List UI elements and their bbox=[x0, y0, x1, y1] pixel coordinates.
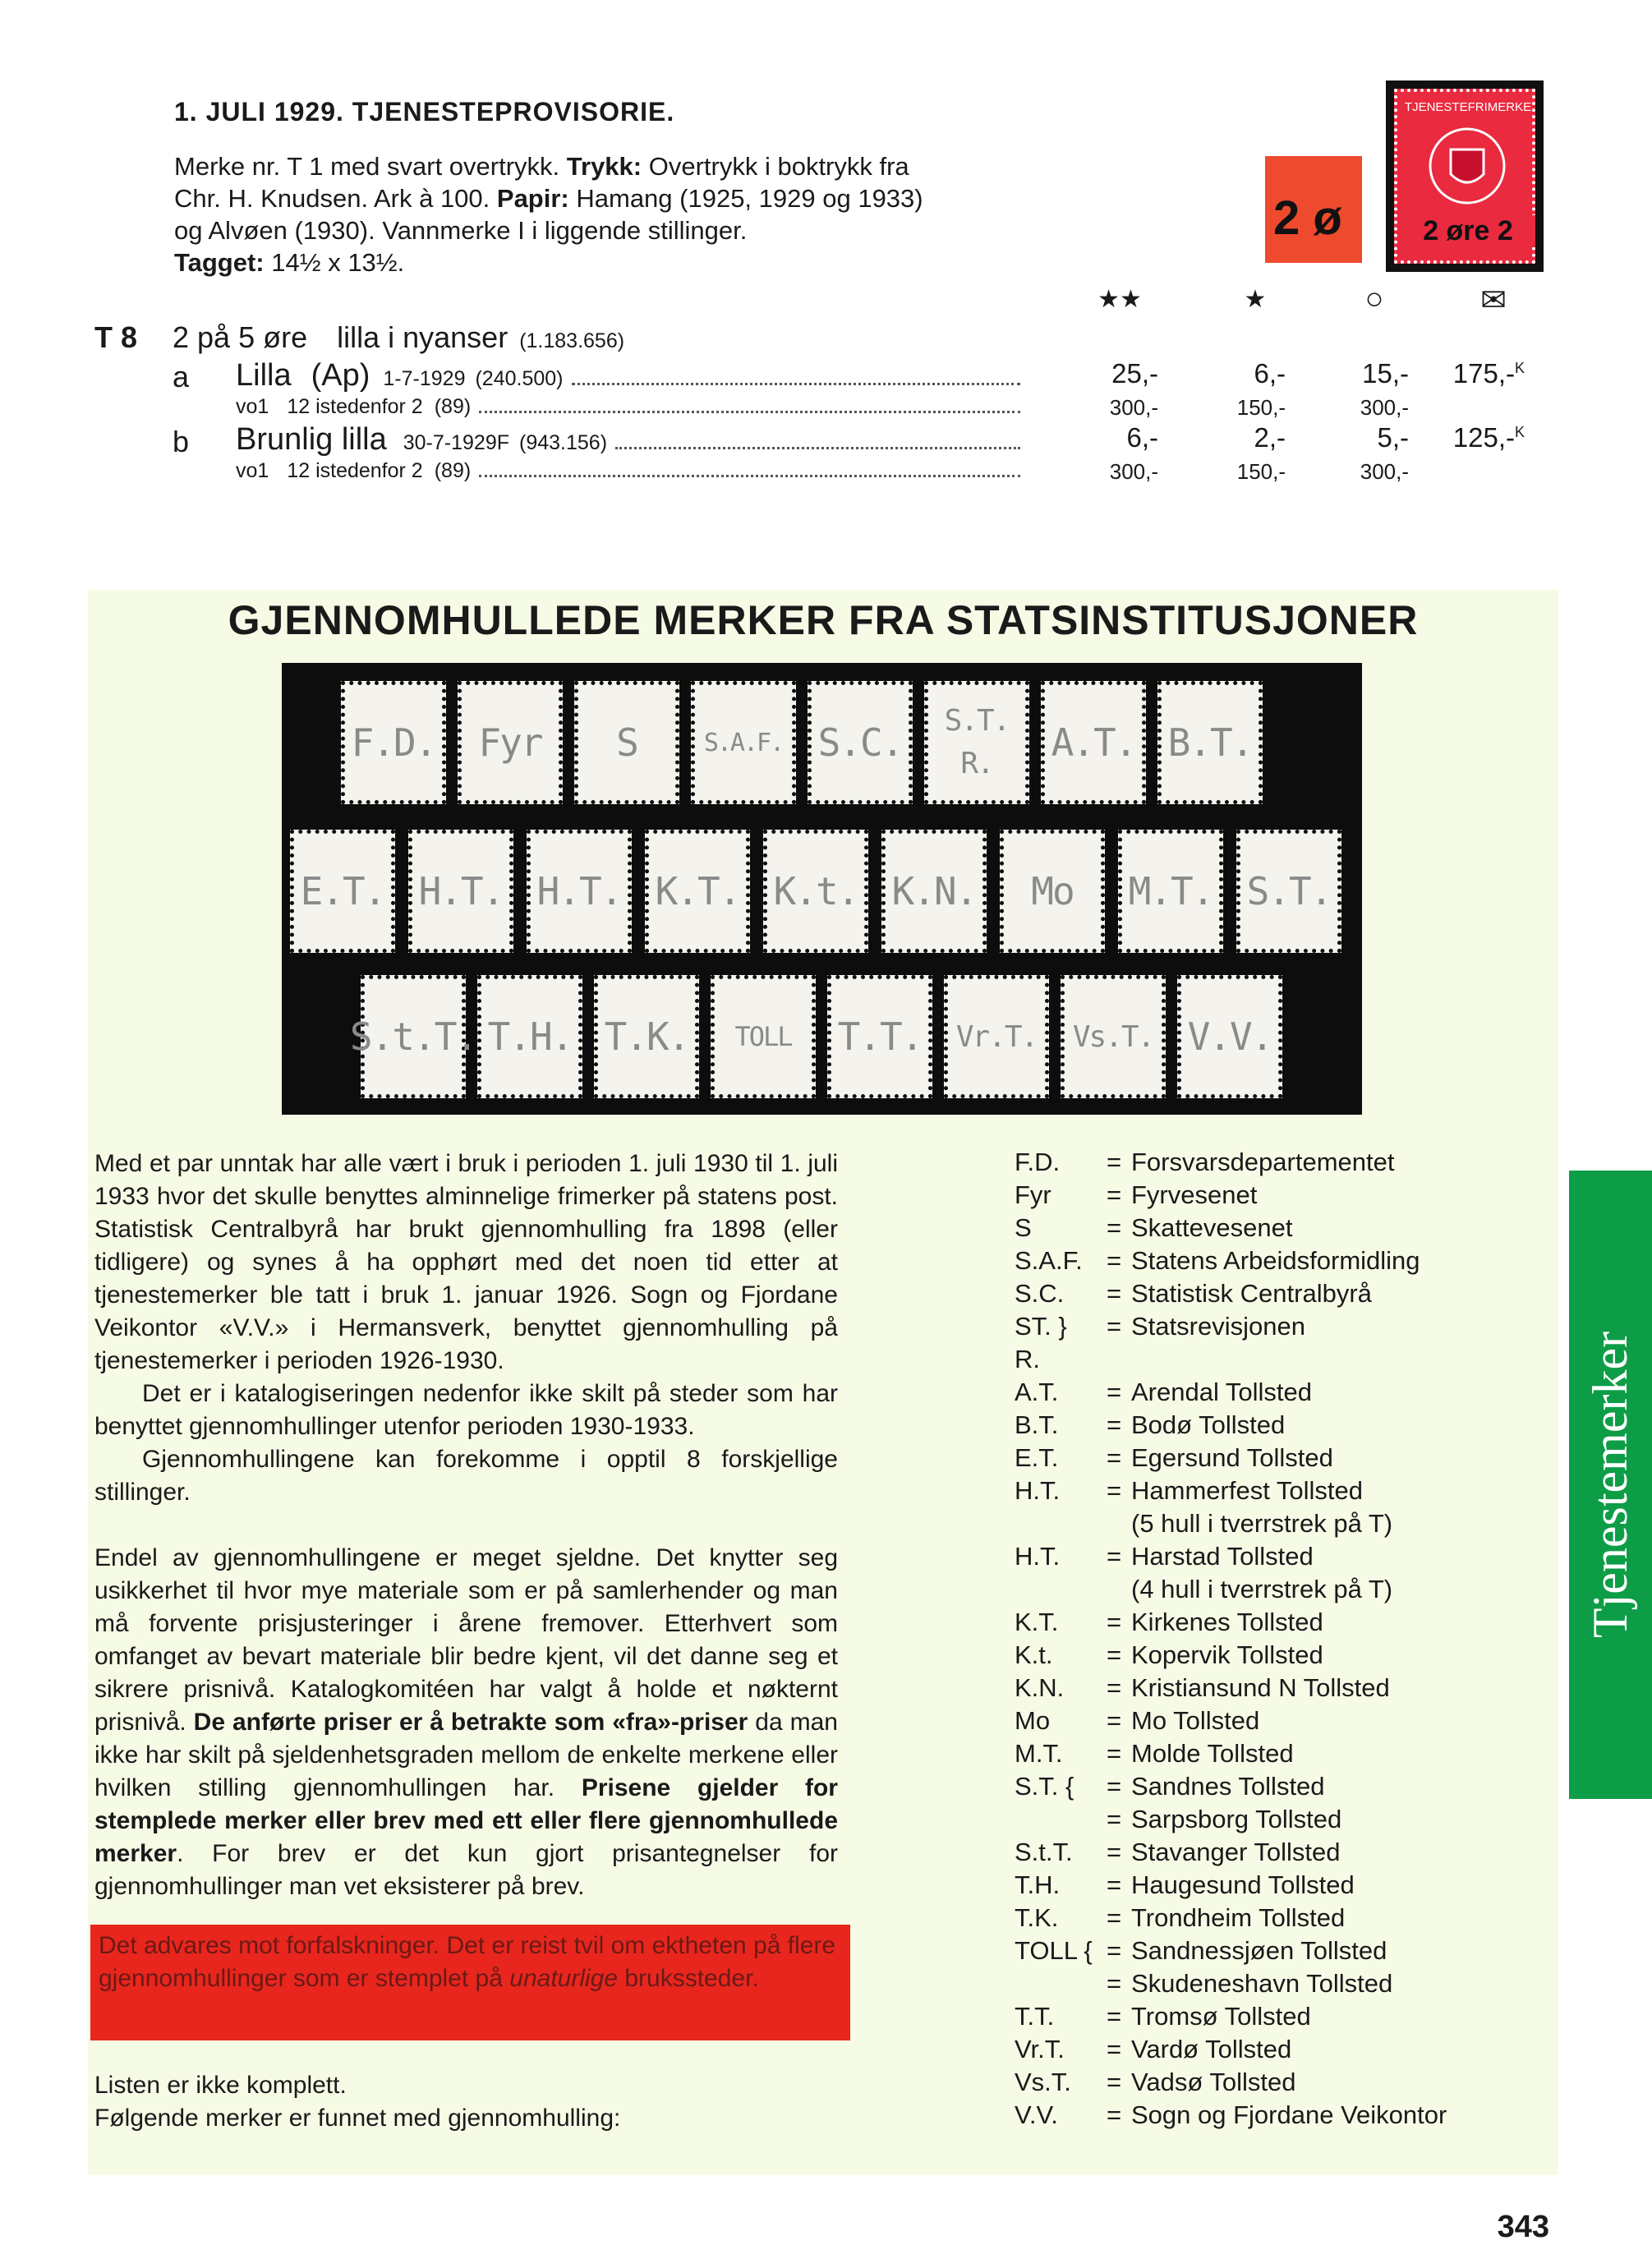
legend-row bbox=[1015, 1967, 1524, 2000]
perfin-stamp: K.T. bbox=[645, 830, 750, 953]
legend-equals: = bbox=[1106, 1903, 1122, 1932]
price-cell: 300,- bbox=[1109, 459, 1158, 484]
body-text bbox=[94, 1148, 838, 1903]
stamp-overprint: 2 ø bbox=[1273, 191, 1342, 245]
legend-desc: Skudeneshavn Tollsted bbox=[1131, 1969, 1393, 1998]
legend-abbr: Vs.T. bbox=[1015, 2068, 1071, 2096]
price-cell: 150,- bbox=[1236, 459, 1286, 484]
legend-equals bbox=[1097, 1343, 1131, 1376]
abbreviation-legend bbox=[1015, 1146, 1524, 2132]
legend-desc: Tromsø Tollsted bbox=[1131, 2002, 1311, 2031]
perfin-stamp: H.T. bbox=[408, 830, 513, 953]
stamp-caption: TJENESTEFRIMERKE bbox=[1404, 100, 1532, 114]
table-row bbox=[236, 422, 1020, 458]
col-mint-never-hinged: ★★ bbox=[1097, 286, 1142, 313]
legend-desc bbox=[1131, 1343, 1524, 1376]
catalog-qty: (1.183.656) bbox=[519, 329, 625, 352]
paragraph: Med et par unntak har alle vært i bruk i perioden 1. juli 1930 til 1. juli 1933 hvor det skulle benyttes alminnelige frimerker på statens post. Statistisk Centralbyrå har brukt gjennomhulling fra 1898 (eller tidligere) og synes å ha opphørt med det noen tid etter at tjenestemerker ble tatt i bruk 1. januar 1926. Sogn og Fjordane Veikontor «V.V.» i Hermansverk, benyttet gjennomhulling på tjenestemerker i perioden 1926-1930. bbox=[94, 1150, 838, 1374]
legend-desc: Haugesund Tollsted bbox=[1131, 1870, 1355, 1899]
row-date: 30-7-1929F bbox=[403, 431, 509, 454]
leader-dots bbox=[572, 383, 1020, 385]
legend-desc: Sandnes Tollsted bbox=[1131, 1772, 1325, 1801]
legend-row bbox=[1015, 1212, 1524, 1244]
perfin-stamp: T.K. bbox=[594, 975, 699, 1098]
legend-abbr bbox=[1015, 1967, 1097, 2000]
legend-row bbox=[1015, 1507, 1524, 1540]
perfin-stamp: T.T. bbox=[827, 975, 932, 1098]
paragraph-bold: De anførte priser er å betrakte som «fra»-priser bbox=[193, 1709, 748, 1736]
legend-row bbox=[1015, 1836, 1524, 1869]
perfin-stamp: H.T. bbox=[527, 830, 632, 953]
legend-abbr: ST. } bbox=[1015, 1312, 1067, 1341]
legend-desc: Sogn og Fjordane Veikontor bbox=[1131, 2100, 1447, 2129]
legend-row bbox=[1015, 1704, 1524, 1737]
price-sup: K bbox=[1514, 424, 1525, 440]
legend-row bbox=[1015, 1770, 1524, 1803]
price-cell: 300,- bbox=[1109, 395, 1158, 420]
table-row bbox=[236, 395, 1020, 419]
legend-desc: Arendal Tollsted bbox=[1131, 1378, 1313, 1406]
legend-desc: Vadsø Tollsted bbox=[1131, 2068, 1296, 2096]
legend-desc: Vardø Tollsted bbox=[1131, 2035, 1292, 2063]
legend-equals: = bbox=[1106, 1476, 1122, 1505]
perfin-stamp: T.H. bbox=[477, 975, 582, 1098]
tagget-label: Tagget: bbox=[174, 248, 265, 277]
intro-part: Hamang (1925, 1929 og 1933) og Alvøen (1930). Vannmerke I i liggende stillinger. bbox=[174, 184, 923, 245]
legend-desc: Statens Arbeidsformidling bbox=[1131, 1246, 1420, 1275]
legend-row bbox=[1015, 2033, 1524, 2066]
catalog-color: lilla i nyanser bbox=[337, 320, 508, 354]
price-cell: 5,- bbox=[1377, 422, 1409, 453]
legend-equals: = bbox=[1106, 1739, 1122, 1768]
legend-equals: = bbox=[1106, 2035, 1122, 2063]
paragraph bbox=[94, 1542, 838, 1903]
legend-abbr: A.T. bbox=[1015, 1378, 1059, 1406]
table-row bbox=[236, 459, 1020, 483]
row-name: Brunlig lilla bbox=[236, 422, 387, 457]
legend-abbr: V.V. bbox=[1015, 2100, 1058, 2129]
price-cell: 2,- bbox=[1254, 422, 1286, 453]
legend-abbr: Vr.T. bbox=[1015, 2035, 1065, 2063]
legend-row bbox=[1015, 1277, 1524, 1310]
panel-title: GJENNOMHULLEDE MERKER FRA STATSINSTITUSJONER bbox=[228, 597, 1419, 643]
legend-desc: Sandnessjøen Tollsted bbox=[1131, 1936, 1387, 1965]
variant-qty: (89) bbox=[434, 459, 472, 482]
legend-equals: = bbox=[1106, 1969, 1122, 1998]
legend-row bbox=[1015, 1442, 1524, 1474]
legend-abbr: Mo bbox=[1015, 1706, 1051, 1735]
legend-equals: = bbox=[1106, 1838, 1122, 1866]
paragraph: Det er i katalogiseringen nedenfor ikke skilt på steder som har benyttet gjennomhullinger utenfor perioden 1930-1933. bbox=[94, 1380, 838, 1440]
legend-row bbox=[1015, 1606, 1524, 1639]
legend-abbr: T.T. bbox=[1015, 2002, 1055, 2031]
paragraph-part: Endel av gjennomhullingene er meget sjeldne. Det knytter seg usikkerhet til hvor mye materiale som er på samlerhender og man må forvente prisjusteringer i årene fremover. Etterhvert som omfanget av bevart materiale blir bedre kjent, vil det danne seg et sikrere prisnivå. Katalogkomitéen har valgt å holde et nøkternt prisnivå. bbox=[94, 1544, 838, 1736]
leader-dots bbox=[479, 475, 1020, 477]
price-value: 125,- bbox=[1452, 422, 1515, 453]
legend-equals: = bbox=[1106, 1246, 1122, 1275]
legend-desc: Hammerfest Tollsted bbox=[1131, 1476, 1363, 1505]
legend-equals: = bbox=[1106, 1805, 1122, 1833]
perfin-stamp: S.T. R. bbox=[924, 681, 1029, 804]
row-date: 1-7-1929 bbox=[383, 367, 466, 390]
section-title: 1. JULI 1929. TJENESTEPROVISORIE. bbox=[174, 97, 675, 127]
paragraph-bold: Prisene gjelder for stemplede merker eller brev med ett eller flere gjennomhullede merker bbox=[94, 1774, 838, 1867]
variant-text: 12 istedenfor 2 bbox=[287, 395, 423, 418]
row-extra: (Ap) bbox=[311, 358, 370, 393]
perfin-stamp: Fyr bbox=[458, 681, 563, 804]
row-letter: a bbox=[173, 360, 190, 393]
legend-desc: Fyrvesenet bbox=[1131, 1180, 1258, 1209]
legend-row bbox=[1015, 1869, 1524, 1902]
legend-row bbox=[1015, 1409, 1524, 1442]
price-cell: 25,- bbox=[1111, 358, 1158, 389]
warning-italic: unaturlige bbox=[509, 1965, 619, 1992]
stamp-overprint: 2 øre 2 bbox=[1401, 215, 1535, 247]
paragraph: Følgende merker er funnet med gjennomhulling: bbox=[94, 2105, 621, 2132]
perfin-stamp: S.T. bbox=[1236, 830, 1341, 953]
warning-text: Det advares mot forfalskninger. Det er reist tvil om ektheten på flere gjennomhullinger som er stemplet på bbox=[99, 1932, 836, 1992]
legend-abbr bbox=[1015, 1507, 1097, 1540]
price-cell: 6,- bbox=[1126, 422, 1158, 453]
legend-equals: = bbox=[1106, 1772, 1122, 1801]
price-cell: 6,- bbox=[1254, 358, 1286, 389]
legend-desc: Statsrevisjonen bbox=[1131, 1312, 1305, 1341]
legend-desc: (5 hull i tverrstrek på T) bbox=[1131, 1509, 1393, 1538]
perfin-stamp: S.t.T. bbox=[361, 975, 466, 1098]
leader-dots bbox=[479, 411, 1020, 413]
leader-dots bbox=[615, 447, 1020, 449]
legend-equals: = bbox=[1106, 2068, 1122, 2096]
stamp-face bbox=[1394, 89, 1535, 264]
stamp-image-2 bbox=[1386, 81, 1544, 272]
variant-text: 12 istedenfor 2 bbox=[287, 459, 423, 482]
legend-abbr: K.N. bbox=[1015, 1673, 1065, 1702]
price-cell: 300,- bbox=[1360, 395, 1409, 420]
row-qty: (943.156) bbox=[519, 431, 608, 454]
paragraph-part: . For brev er det kun gjort prisantegnelser for gjennomhullinger man vet eksisterer på brev. bbox=[94, 1840, 838, 1900]
section-tab-label: Tjenestemerker bbox=[1583, 1331, 1637, 1639]
legend-abbr: TOLL { bbox=[1015, 1936, 1093, 1965]
legend-desc: Harstad Tollsted bbox=[1131, 1542, 1314, 1571]
paragraph: Listen er ikke komplett. bbox=[94, 2072, 347, 2099]
perfin-stamp: S.C. bbox=[808, 681, 913, 804]
legend-equals bbox=[1097, 1507, 1131, 1540]
legend-row bbox=[1015, 1737, 1524, 1770]
legend-equals: = bbox=[1106, 1640, 1122, 1669]
legend-abbr: F.D. bbox=[1015, 1148, 1061, 1176]
legend-desc: Statistisk Centralbyrå bbox=[1131, 1279, 1372, 1308]
variant-code: vo1 bbox=[236, 395, 269, 418]
row-letter: b bbox=[173, 425, 190, 458]
perfin-stamp: Vr.T. bbox=[944, 975, 1049, 1098]
catalog-title bbox=[173, 320, 624, 355]
legend-row bbox=[1015, 1573, 1524, 1606]
legend-row bbox=[1015, 1474, 1524, 1507]
legend-row bbox=[1015, 2099, 1524, 2132]
legend-equals: = bbox=[1106, 1542, 1122, 1571]
legend-equals: = bbox=[1106, 1180, 1122, 1209]
legend-row bbox=[1015, 1244, 1524, 1277]
perfin-stamp: E.T. bbox=[290, 830, 395, 953]
intro-text bbox=[174, 150, 955, 278]
legend-equals: = bbox=[1106, 1673, 1122, 1702]
legend-desc: Sarpsborg Tollsted bbox=[1131, 1805, 1342, 1833]
legend-desc: Skattevesenet bbox=[1131, 1213, 1293, 1242]
price-cell: 15,- bbox=[1362, 358, 1409, 389]
intro-part: 14½ x 13½. bbox=[264, 248, 405, 277]
col-cover: ✉ bbox=[1480, 283, 1507, 318]
price-cell bbox=[1418, 422, 1525, 453]
legend-abbr: T.H. bbox=[1015, 1870, 1061, 1899]
legend-row bbox=[1015, 1934, 1524, 1967]
legend-row bbox=[1015, 1310, 1524, 1343]
legend-row bbox=[1015, 1639, 1524, 1672]
price-cell: 150,- bbox=[1236, 395, 1286, 420]
warning-text: brukssteder. bbox=[618, 1965, 759, 1992]
legend-abbr: T.K. bbox=[1015, 1903, 1059, 1932]
perfin-stamp: A.T. bbox=[1041, 681, 1146, 804]
legend-row bbox=[1015, 1672, 1524, 1704]
legend-equals: = bbox=[1106, 1148, 1122, 1176]
legend-abbr: K.t. bbox=[1015, 1640, 1053, 1669]
legend-desc: Kristiansund N Tollsted bbox=[1131, 1673, 1390, 1702]
legend-equals: = bbox=[1106, 1378, 1122, 1406]
perfin-stamp: TOLL bbox=[711, 975, 816, 1098]
trykk-label: Trykk: bbox=[566, 152, 642, 181]
legend-equals bbox=[1097, 1573, 1131, 1606]
legend-equals: = bbox=[1106, 1410, 1122, 1439]
legend-equals: = bbox=[1106, 1608, 1122, 1636]
legend-abbr: R. bbox=[1015, 1345, 1040, 1373]
legend-equals: = bbox=[1106, 1312, 1122, 1341]
row-name: Lilla bbox=[236, 358, 292, 393]
table-row bbox=[236, 358, 1020, 393]
legend-row bbox=[1015, 2000, 1524, 2033]
paragraph: Gjennomhullingene kan forekomme i opptil 8 forskjellige stillinger. bbox=[94, 1446, 838, 1506]
legend-row bbox=[1015, 1146, 1524, 1179]
legend-abbr: H.T. bbox=[1015, 1476, 1061, 1505]
legend-equals: = bbox=[1106, 1706, 1122, 1735]
legend-row bbox=[1015, 1376, 1524, 1409]
legend-abbr: S.A.F. bbox=[1015, 1246, 1083, 1275]
legend-abbr: K.T. bbox=[1015, 1608, 1059, 1636]
legend-abbr: S.T. { bbox=[1015, 1772, 1074, 1801]
catalog-number: T 8 bbox=[94, 320, 138, 354]
price-cell: 300,- bbox=[1360, 459, 1409, 484]
section-tab-label-wrap bbox=[1569, 1171, 1652, 1799]
legend-equals: = bbox=[1106, 2100, 1122, 2129]
legend-desc: Kopervik Tollsted bbox=[1131, 1640, 1323, 1669]
papir-label: Papir: bbox=[496, 184, 569, 213]
perfin-stamp: S.A.F. bbox=[691, 681, 796, 804]
intro-part: Merke nr. T 1 med svart overtrykk. bbox=[174, 152, 567, 181]
legend-equals: = bbox=[1106, 1213, 1122, 1242]
legend-row bbox=[1015, 2066, 1524, 2099]
legend-desc: Molde Tollsted bbox=[1131, 1739, 1294, 1768]
legend-desc: Kirkenes Tollsted bbox=[1131, 1608, 1323, 1636]
legend-row bbox=[1015, 1343, 1524, 1376]
perfin-stamp: S bbox=[574, 681, 679, 804]
catalog-value: 2 på 5 øre bbox=[173, 320, 308, 354]
paragraph-part: da man ikke har skilt på sjeldenhetsgraden mellom de enkelte merkene eller hvilken stilling gjennomhullingen har. bbox=[94, 1709, 838, 1801]
price-value: 175,- bbox=[1452, 358, 1515, 389]
perfin-stamp: K.t. bbox=[763, 830, 868, 953]
legend-abbr: S.t.T. bbox=[1015, 1838, 1073, 1866]
legend-abbr: M.T. bbox=[1015, 1739, 1063, 1768]
warning-box bbox=[90, 1925, 850, 2040]
stamp-image-1 bbox=[1265, 156, 1362, 263]
perfin-stamp: M.T. bbox=[1118, 830, 1223, 953]
intro-part: Overtrykk i boktrykk fra Chr. H. Knudsen. Ark à 100. bbox=[174, 152, 909, 213]
legend-row bbox=[1015, 1902, 1524, 1934]
legend-abbr bbox=[1015, 1803, 1097, 1836]
legend-equals: = bbox=[1106, 1870, 1122, 1899]
legend-abbr: B.T. bbox=[1015, 1410, 1059, 1439]
legend-desc: Forsvarsdepartementet bbox=[1131, 1148, 1395, 1176]
legend-equals: = bbox=[1106, 1443, 1122, 1472]
legend-abbr: E.T. bbox=[1015, 1443, 1059, 1472]
price-cell bbox=[1418, 358, 1525, 389]
legend-row bbox=[1015, 1179, 1524, 1212]
price-sup: K bbox=[1514, 360, 1525, 376]
legend-desc: Mo Tollsted bbox=[1131, 1706, 1260, 1735]
legend-desc: Trondheim Tollsted bbox=[1131, 1903, 1346, 1932]
legend-equals: = bbox=[1106, 1936, 1122, 1965]
legend-desc: (4 hull i tverrstrek på T) bbox=[1131, 1575, 1393, 1603]
legend-abbr: S.C. bbox=[1015, 1279, 1065, 1308]
legend-desc: Egersund Tollsted bbox=[1131, 1443, 1333, 1472]
perfin-stamp: Vs.T. bbox=[1061, 975, 1166, 1098]
col-used: ○ bbox=[1364, 282, 1384, 316]
perfin-stamp: Mo bbox=[1000, 830, 1105, 953]
col-mint: ★ bbox=[1244, 286, 1267, 313]
legend-abbr bbox=[1015, 1573, 1097, 1606]
perfin-photo bbox=[282, 663, 1362, 1115]
legend-abbr: H.T. bbox=[1015, 1542, 1061, 1571]
closing-text bbox=[94, 2069, 838, 2135]
legend-desc: Bodø Tollsted bbox=[1131, 1410, 1286, 1439]
coat-of-arms-icon bbox=[1397, 117, 1537, 215]
row-qty: (240.500) bbox=[475, 367, 564, 390]
perfin-stamp: B.T. bbox=[1157, 681, 1263, 804]
legend-row bbox=[1015, 1540, 1524, 1573]
perfin-stamp: V.V. bbox=[1177, 975, 1282, 1098]
variant-qty: (89) bbox=[434, 395, 472, 418]
perfin-stamp: F.D. bbox=[341, 681, 446, 804]
perfin-stamp: K.N. bbox=[881, 830, 987, 953]
legend-equals: = bbox=[1106, 2002, 1122, 2031]
page-number: 343 bbox=[1497, 2210, 1549, 2244]
legend-desc: Stavanger Tollsted bbox=[1131, 1838, 1341, 1866]
variant-code: vo1 bbox=[236, 459, 269, 482]
legend-equals: = bbox=[1106, 1279, 1122, 1308]
legend-abbr: S bbox=[1015, 1213, 1032, 1242]
legend-row bbox=[1015, 1803, 1524, 1836]
legend-abbr: Fyr bbox=[1015, 1180, 1051, 1209]
